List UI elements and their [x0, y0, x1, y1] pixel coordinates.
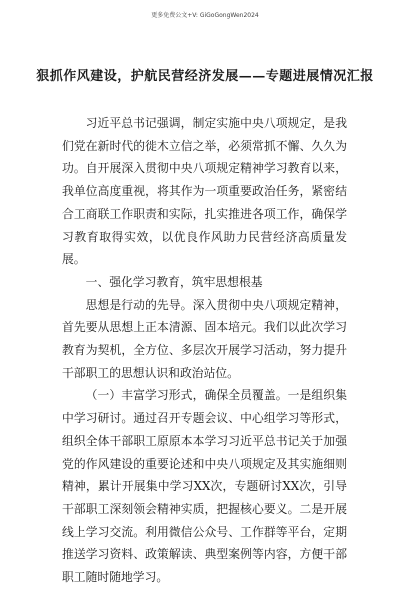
document-body	[62, 112, 347, 589]
body-paragraph: （一）丰富学习形式，确保全员覆盖。一是组织集中学习研讨。通过召开专题会议、中心组学习等形式，组织全体干部职工原原本本学习习近平总书记关于加强党的作风建设的重要论述和中央八项规定及其实施细则精神，累计开展集中学习XX次，专题研讨XX次，引导干部职工深刻领会精神实质，把握核心要义。二是开展线上学习交流。利用微信公众号、工作群等平台，定期推送学习资料、政策解读、典型案例等内容，方便干部职工随时随地学习。	[62, 388, 347, 585]
intro-paragraph: 习近平总书记强调，制定实施中央八项规定，是我们党在新时代的徙木立信之举，必须常抓不懈、久久为功。自开展深入贯彻中央八项规定精神学习教育以来，我单位高度重视，将其作为一项重要政治任务，紧密结合工商联工作职责和实际，扎实推进各项工作，确保学习教育取得实效，以优良作风助力民营经济高质量发展。	[62, 116, 347, 267]
document-title: 狠抓作风建设，护航民营经济发展——专题进展情况汇报	[36, 69, 374, 84]
body-paragraph: 思想是行动的先导。深入贯彻中央八项规定精神，首先要从思想上正本清源、固本培元。我们以此次学习教育为契机，全方位、多层次开展学习活动，努力提升干部职工的思想认识和政治站位。	[62, 297, 347, 380]
header-watermark: 更多免费公文+V: GiGoGongWen2024	[151, 12, 259, 19]
section-heading: 一、强化学习教育，筑牢思想根基	[85, 274, 263, 289]
